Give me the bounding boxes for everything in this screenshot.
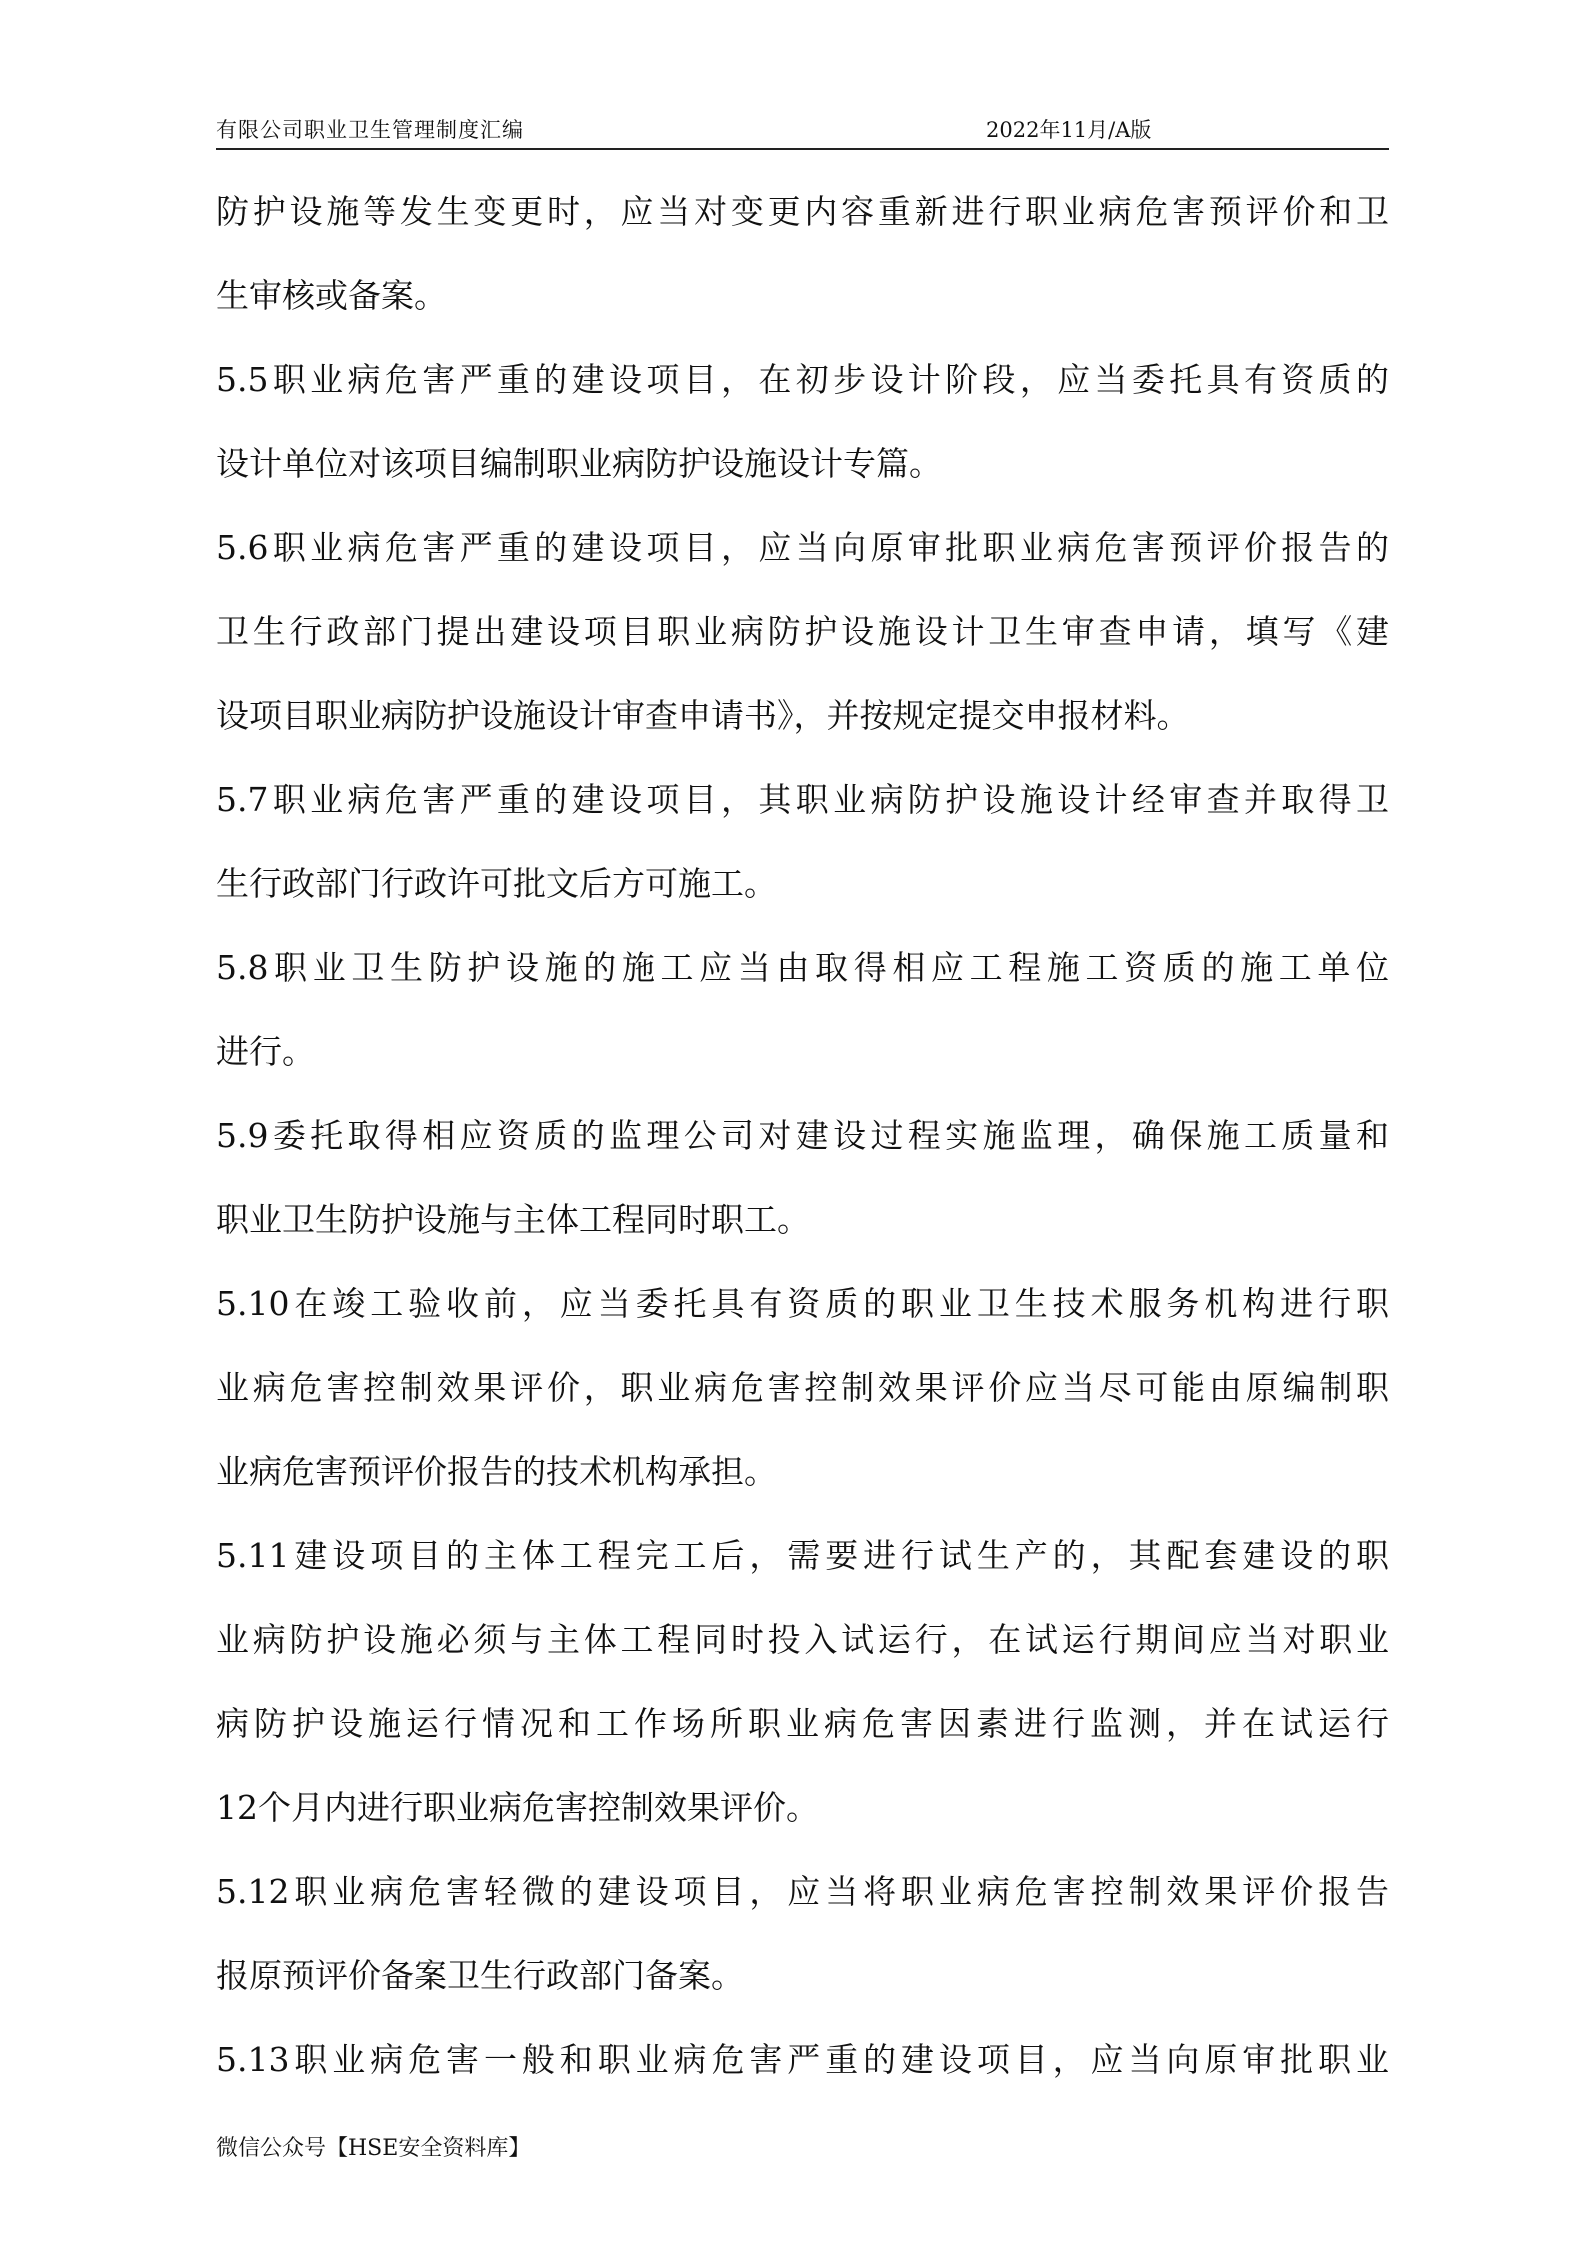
- text-line: 病防护设施运行情况和工作场所职业病危害因素进行监测，并在试运行: [216, 1704, 1389, 1743]
- text-line: 生审核或备案。: [216, 276, 447, 315]
- text-line: 防护设施等发生变更时，应当对变更内容重新进行职业病危害预评价和卫: [216, 192, 1389, 231]
- text-line: 业病防护设施必须与主体工程同时投入试运行，在试运行期间应当对职业: [216, 1620, 1389, 1659]
- text-line: 5.6职业病危害严重的建设项目，应当向原审批职业病危害预评价报告的: [216, 528, 1389, 567]
- text-line: 5.8职业卫生防护设施的施工应当由取得相应工程施工资质的施工单位: [216, 948, 1389, 987]
- document-title: 有限公司职业卫生管理制度汇编: [216, 118, 524, 142]
- text-line: 5.9委托取得相应资质的监理公司对建设过程实施监理，确保施工质量和: [216, 1116, 1389, 1155]
- text-line: 5.7职业病危害严重的建设项目，其职业病防护设施设计经审查并取得卫: [216, 780, 1389, 819]
- text-line: 5.11建设项目的主体工程完工后，需要进行试生产的，其配套建设的职: [216, 1536, 1389, 1575]
- text-line: 业病危害控制效果评价，职业病危害控制效果评价应当尽可能由原编制职: [216, 1368, 1389, 1407]
- text-line: 卫生行政部门提出建设项目职业病防护设施设计卫生审查申请，填写《建: [216, 612, 1389, 651]
- text-line: 设计单位对该项目编制职业病防护设施设计专篇。: [216, 444, 942, 483]
- text-line: 报原预评价备案卫生行政部门备案。: [216, 1956, 744, 1995]
- text-line: 设项目职业病防护设施设计审查申请书》，并按规定提交申报材料。: [216, 696, 1190, 735]
- text-line: 业病危害预评价报告的技术机构承担。: [216, 1452, 777, 1491]
- page-footer: 微信公众号【HSE安全资料库】: [216, 2136, 531, 2161]
- text-line: 12个月内进行职业病危害控制效果评价。: [216, 1788, 819, 1827]
- text-line: 进行。: [216, 1032, 315, 1071]
- document-version: 2022年11月/A版: [986, 118, 1152, 142]
- text-line: 职业卫生防护设施与主体工程同时职工。: [216, 1200, 810, 1239]
- text-line: 生行政部门行政许可批文后方可施工。: [216, 864, 777, 903]
- text-line: 5.13职业病危害一般和职业病危害严重的建设项目，应当向原审批职业: [216, 2040, 1389, 2079]
- document-body: [216, 170, 1389, 2102]
- text-line: 5.10在竣工验收前，应当委托具有资质的职业卫生技术服务机构进行职: [216, 1284, 1389, 1323]
- text-line: 5.5职业病危害严重的建设项目，在初步设计阶段，应当委托具有资质的: [216, 360, 1389, 399]
- page-header: [216, 110, 1389, 150]
- text-line: 5.12职业病危害轻微的建设项目，应当将职业病危害控制效果评价报告: [216, 1872, 1389, 1911]
